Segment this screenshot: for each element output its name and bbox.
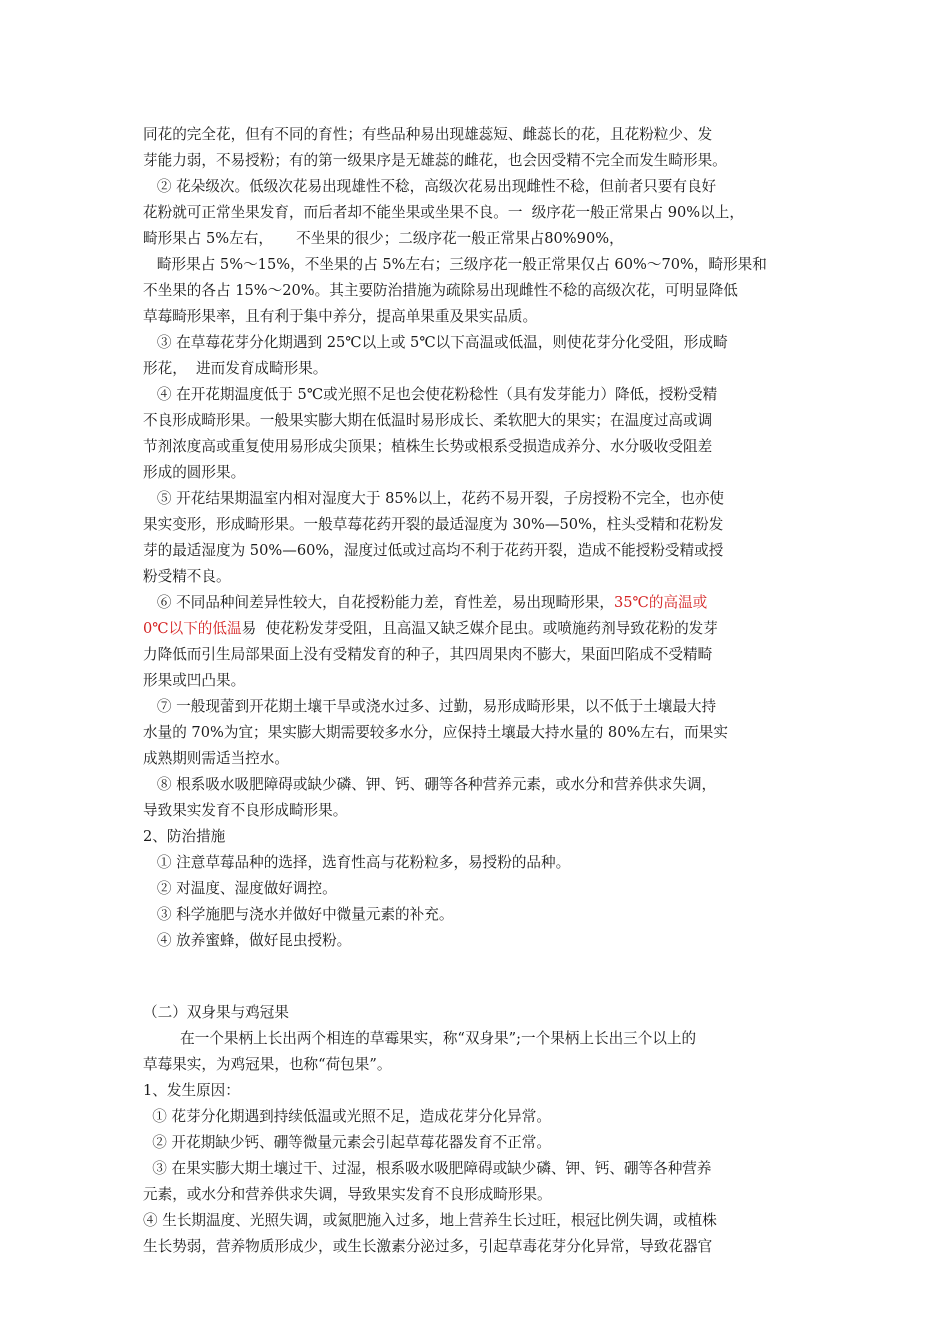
text-line: 水量的 70%为宜；果实膨大期需要较多水分，应保持土壤最大持水量的 80%左右，而果实 [143,724,728,741]
text-line: 在一个果柄上长出两个相连的草霉果实，称“双身果”;一个果柄上长出三个以上的 [143,1030,697,1047]
section-spacer [143,954,823,1000]
text-line: ② 对温度、湿度做好调控。 [143,880,337,897]
text-line: 草莓畸形果率，且有利于集中养分，提高单果重及果实品质。 [143,308,538,325]
highlighted-text: 35℃的高温或 [613,594,708,611]
text-line: 同花的完全花，但有不同的育性；有些品种易出现雄蕊短、雌蕊长的花，且花粉粒少、发 [143,126,713,143]
text-line: ⑧ 根系吸水吸肥障碍或缺少磷、钾、钙、硼等各种营养元素，或水分和营养供求失调， [143,776,717,793]
document-body [143,122,823,1260]
text-line: 1、发生原因： [143,1082,240,1099]
text-line: ④ 在开花期温度低于 5℃或光照不足也会使花粉稔性（具有发芽能力）降低，授粉受精 [143,386,718,403]
text-line: 草莓果实，为鸡冠果，也称“荷包果”。 [143,1056,392,1073]
text-line: ④ 放养蜜蜂，做好昆虫授粉。 [143,932,352,949]
text-line: 元素，或水分和营养供求失调，导致果实发育不良形成畸形果。 [143,1186,552,1203]
section-double-fruit [143,1000,823,1260]
text-line: （二）双身果与鸡冠果 [143,1004,289,1021]
text-line: 成熟期则需适当控水。 [143,750,289,767]
text-line: ③ 在果实膨大期土壤过干、过湿，根系吸水吸肥障碍或缺少磷、钾、钙、硼等各种营养 [143,1160,712,1177]
text-line: 力降低而引生局部果面上没有受精发育的种子，其四周果肉不膨大，果面凹陷成不受精畸 [143,646,713,663]
text-line: ③ 在草莓花芽分化期遇到 25℃以上或 5℃以下高温或低温，则使花芽分化受阻，形成畸 [143,334,728,351]
text-line: 果实变形，形成畸形果。一般草莓花药开裂的最适湿度为 30%—50%，柱头受精和花粉发 [143,516,724,533]
text-line: 粉受精不良。 [143,568,231,585]
section-causes-continued [143,122,823,590]
text-line: 畸形果占 5%左右， 不坐果的很少；二级序花一般正常果占80%90%， [143,230,624,247]
text-line: 芽的最适湿度为 50%—60%，湿度过低或过高均不利于花药开裂，造成不能授粉受精或授 [143,542,724,559]
text-run: ⑥ 不同品种间差异性较大，自花授粉能力差，育性差，易出现畸形果， [143,594,614,611]
text-line: ④ 生长期温度、光照失调，或氮肥施入过多，地上营养生长过旺，根冠比例失调，或植株 [143,1212,717,1229]
section-prevention [143,642,823,954]
text-line: 不坐果的各占 15%～20%。其主要防治措施为疏除易出现雌性不稔的高级次花，可明显降低 [143,282,738,299]
text-line [143,616,823,642]
text-line: 不良形成畸形果。一般果实膨大期在低温时易形成长、柔软肥大的果实；在温度过高或调 [143,412,713,429]
highlighted-text: 0℃以下的低温 [143,620,242,637]
text-line: ③ 科学施肥与浇水并做好中微量元素的补充。 [143,906,454,923]
text-line: 导致果实发育不良形成畸形果。 [143,802,348,819]
text-line: 节剂浓度高或重复使用易形成尖顶果；植株生长势或根系受损造成养分、水分吸收受阻差 [143,438,713,455]
text-line: 生长势弱，营养物质形成少，或生长激素分泌过多，引起草毒花芽分化异常，导致花器官 [143,1238,713,1255]
text-line: ② 开花期缺少钙、硼等微量元素会引起草莓花器发育不正常。 [143,1134,551,1151]
text-line: 花粉就可正常坐果发育，而后者却不能坐果或坐果不良。一 级序花一般正常果占 90%以上， [143,204,744,221]
text-line: ① 花芽分化期遇到持续低温或光照不足，造成花芽分化异常。 [143,1108,551,1125]
text-line: ① 注意草莓品种的选择，选育性高与花粉粒多，易授粉的品种。 [143,854,571,871]
text-line [143,590,823,616]
text-run: 易 使花粉发芽受阻，且高温又缺乏媒介昆虫。或喷施药剂导致花粉的发芽 [241,620,718,637]
text-line: 芽能力弱，不易授粉；有的第一级果序是无雄蕊的雌花，也会因受精不完全而发生畸形果。 [143,152,727,169]
text-line: 形果或凹凸果。 [143,672,246,689]
text-line: 形花， 进而发育成畸形果。 [143,360,328,377]
text-line: 2、防治措施 [143,828,226,845]
text-line: ② 花朵级次。低级次花易出现雄性不稔，高级次花易出现雌性不稔，但前者只要有良好 [143,178,717,195]
text-line: ⑤ 开花结果期温室内相对湿度大于 85%以上，花药不易开裂，子房授粉不完全，也亦使 [143,490,725,507]
text-line: 畸形果占 5%～15%，不坐果的占 5%左右；三级序花一般正常果仅占 60%～70%，畸形果和 [143,256,767,273]
text-line: ⑦ 一般现蕾到开花期土壤干旱或浇水过多、过勤，易形成畸形果，以不低于土壤最大持 [143,698,717,715]
text-line: 形成的圆形果。 [143,464,246,481]
